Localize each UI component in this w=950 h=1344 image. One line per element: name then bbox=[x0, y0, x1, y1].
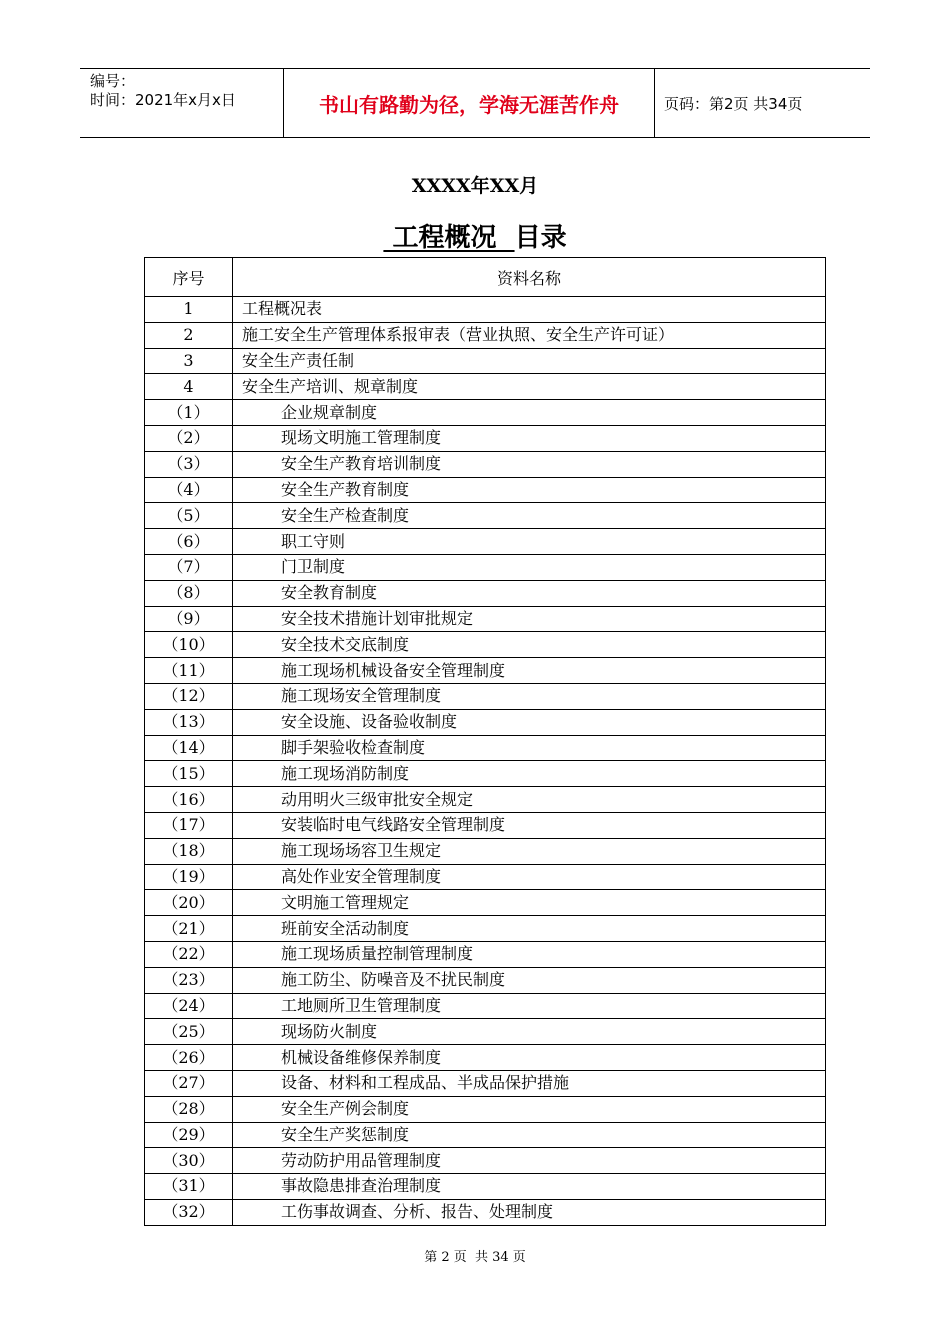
row-document-name: 工伤事故调查、分析、报告、处理制度 bbox=[233, 1199, 826, 1225]
row-number: （10） bbox=[145, 632, 233, 658]
table-row bbox=[145, 916, 826, 942]
row-document-name: 安全技术交底制度 bbox=[233, 632, 826, 658]
table-row bbox=[145, 735, 826, 761]
row-document-name: 工程概况表 bbox=[233, 297, 826, 323]
table-row bbox=[145, 761, 826, 787]
table-row bbox=[145, 1019, 826, 1045]
table-row bbox=[145, 322, 826, 348]
row-number: （22） bbox=[145, 941, 233, 967]
row-document-name: 现场防火制度 bbox=[233, 1019, 826, 1045]
table-row bbox=[145, 993, 826, 1019]
row-number: （30） bbox=[145, 1148, 233, 1174]
row-document-name: 班前安全活动制度 bbox=[233, 916, 826, 942]
row-number: （9） bbox=[145, 606, 233, 632]
row-number: （8） bbox=[145, 580, 233, 606]
row-number: （31） bbox=[145, 1174, 233, 1200]
row-number: （12） bbox=[145, 683, 233, 709]
row-number: （3） bbox=[145, 451, 233, 477]
row-document-name: 劳动防护用品管理制度 bbox=[233, 1148, 826, 1174]
table-row bbox=[145, 348, 826, 374]
row-document-name: 安全生产奖惩制度 bbox=[233, 1122, 826, 1148]
table-row bbox=[145, 529, 826, 555]
row-number: （6） bbox=[145, 529, 233, 555]
row-number: （27） bbox=[145, 1070, 233, 1096]
row-document-name: 职工守则 bbox=[233, 529, 826, 555]
table-row bbox=[145, 1199, 826, 1225]
row-number: （24） bbox=[145, 993, 233, 1019]
table-row bbox=[145, 374, 826, 400]
table-row bbox=[145, 864, 826, 890]
row-number: （19） bbox=[145, 864, 233, 890]
row-number: （23） bbox=[145, 967, 233, 993]
row-number: （1） bbox=[145, 400, 233, 426]
row-number: 3 bbox=[145, 348, 233, 374]
row-document-name: 安全生产检查制度 bbox=[233, 503, 826, 529]
row-number: 1 bbox=[145, 297, 233, 323]
table-row bbox=[145, 1070, 826, 1096]
row-number: 4 bbox=[145, 374, 233, 400]
row-number: 2 bbox=[145, 322, 233, 348]
table-row bbox=[145, 787, 826, 813]
row-number: （32） bbox=[145, 1199, 233, 1225]
row-document-name: 安全设施、设备验收制度 bbox=[233, 709, 826, 735]
row-document-name: 文明施工管理规定 bbox=[233, 890, 826, 916]
table-row bbox=[145, 606, 826, 632]
row-document-name: 施工现场场容卫生规定 bbox=[233, 838, 826, 864]
row-document-name: 安全生产责任制 bbox=[233, 348, 826, 374]
row-document-name: 安全教育制度 bbox=[233, 580, 826, 606]
table-row bbox=[145, 967, 826, 993]
table-row bbox=[145, 451, 826, 477]
table-row bbox=[145, 1148, 826, 1174]
table-row bbox=[145, 1174, 826, 1200]
table-row bbox=[145, 297, 826, 323]
row-document-name: 脚手架验收检查制度 bbox=[233, 735, 826, 761]
row-document-name: 现场文明施工管理制度 bbox=[233, 425, 826, 451]
column-header-number: 序号 bbox=[145, 258, 233, 297]
row-number: （25） bbox=[145, 1019, 233, 1045]
page-header bbox=[80, 68, 870, 138]
row-document-name: 施工现场安全管理制度 bbox=[233, 683, 826, 709]
row-number: （26） bbox=[145, 1045, 233, 1071]
row-number: （13） bbox=[145, 709, 233, 735]
row-document-name: 安全技术措施计划审批规定 bbox=[233, 606, 826, 632]
table-row bbox=[145, 1122, 826, 1148]
row-number: （15） bbox=[145, 761, 233, 787]
row-document-name: 设备、材料和工程成品、半成品保护措施 bbox=[233, 1070, 826, 1096]
row-document-name: 施工安全生产管理体系报审表（营业执照、安全生产许可证） bbox=[233, 322, 826, 348]
row-number: （16） bbox=[145, 787, 233, 813]
number-label: 编号： bbox=[90, 72, 136, 90]
row-document-name: 工地厕所卫生管理制度 bbox=[233, 993, 826, 1019]
page-footer: 第 2 页 共 34 页 bbox=[424, 1250, 526, 1265]
row-document-name: 安装临时电气线路安全管理制度 bbox=[233, 812, 826, 838]
document-date: XXXX年XX月 bbox=[411, 175, 539, 197]
table-row bbox=[145, 890, 826, 916]
row-document-name: 门卫制度 bbox=[233, 554, 826, 580]
header-page-info: 页码：第2页 共34页 bbox=[664, 94, 803, 113]
table-row bbox=[145, 425, 826, 451]
row-number: （28） bbox=[145, 1096, 233, 1122]
table-row bbox=[145, 554, 826, 580]
table-row bbox=[145, 658, 826, 684]
row-document-name: 施工现场机械设备安全管理制度 bbox=[233, 658, 826, 684]
row-number: （5） bbox=[145, 503, 233, 529]
table-row bbox=[145, 400, 826, 426]
row-document-name: 高处作业安全管理制度 bbox=[233, 864, 826, 890]
row-document-name: 动用明火三级审批安全规定 bbox=[233, 787, 826, 813]
table-row bbox=[145, 477, 826, 503]
row-number: （7） bbox=[145, 554, 233, 580]
table-row bbox=[145, 683, 826, 709]
row-document-name: 安全生产例会制度 bbox=[233, 1096, 826, 1122]
header-meta-cell bbox=[80, 69, 283, 137]
document-title-toc: 目录 bbox=[514, 223, 567, 253]
row-number: （11） bbox=[145, 658, 233, 684]
row-number: （4） bbox=[145, 477, 233, 503]
document-title bbox=[0, 217, 950, 254]
time-label: 时间：2021年x月x日 bbox=[90, 91, 236, 109]
row-number: （14） bbox=[145, 735, 233, 761]
row-number: （21） bbox=[145, 916, 233, 942]
document-title-project: 工程概况 bbox=[383, 223, 515, 253]
row-number: （2） bbox=[145, 425, 233, 451]
row-number: （29） bbox=[145, 1122, 233, 1148]
row-number: （17） bbox=[145, 812, 233, 838]
table-row bbox=[145, 1045, 826, 1071]
row-number: （20） bbox=[145, 890, 233, 916]
row-number: （18） bbox=[145, 838, 233, 864]
table-row bbox=[145, 1096, 826, 1122]
column-header-name: 资料名称 bbox=[233, 258, 826, 297]
row-document-name: 企业规章制度 bbox=[233, 400, 826, 426]
row-document-name: 安全生产教育制度 bbox=[233, 477, 826, 503]
table-row bbox=[145, 838, 826, 864]
row-document-name: 施工防尘、防噪音及不扰民制度 bbox=[233, 967, 826, 993]
table-row bbox=[145, 632, 826, 658]
table-row bbox=[145, 812, 826, 838]
row-document-name: 事故隐患排查治理制度 bbox=[233, 1174, 826, 1200]
row-document-name: 安全生产教育培训制度 bbox=[233, 451, 826, 477]
header-motto: 书山有路勤为径，学海无涯苦作舟 bbox=[283, 69, 655, 137]
table-row bbox=[145, 709, 826, 735]
toc-header-row bbox=[145, 258, 826, 297]
row-document-name: 施工现场质量控制管理制度 bbox=[233, 941, 826, 967]
row-document-name: 机械设备维修保养制度 bbox=[233, 1045, 826, 1071]
toc-table bbox=[144, 257, 826, 1226]
row-document-name: 施工现场消防制度 bbox=[233, 761, 826, 787]
row-document-name: 安全生产培训、规章制度 bbox=[233, 374, 826, 400]
table-row bbox=[145, 503, 826, 529]
table-row bbox=[145, 941, 826, 967]
table-row bbox=[145, 580, 826, 606]
